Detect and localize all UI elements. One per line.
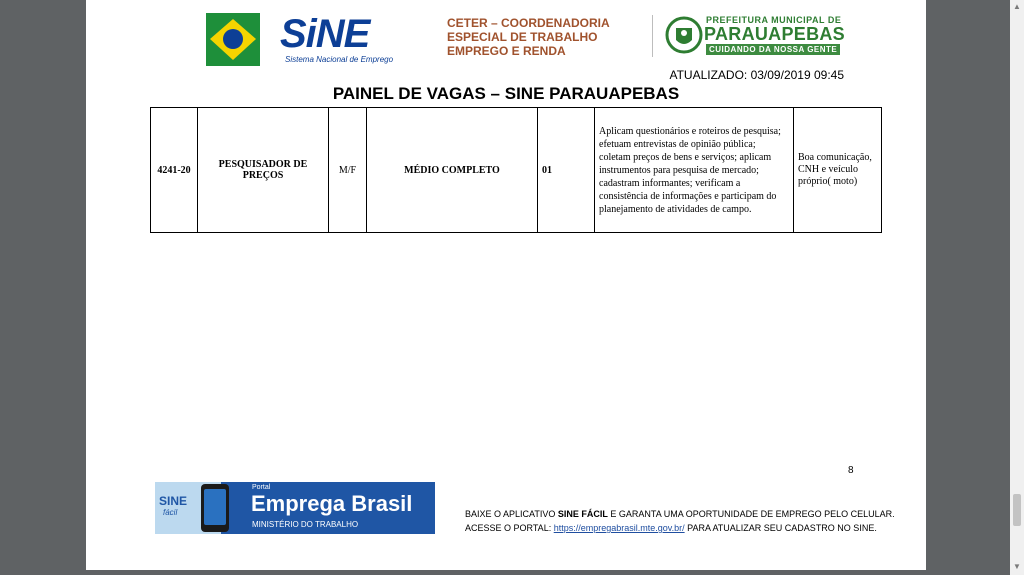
sine-facil-logo xyxy=(155,482,221,534)
portal-label: Portal xyxy=(252,484,271,491)
ceter-block xyxy=(447,16,610,58)
brazil-flag-logo xyxy=(206,13,260,66)
scroll-down-icon[interactable]: ▼ xyxy=(1013,562,1021,571)
ceter-line-3: EMPREGO E RENDA xyxy=(447,44,566,58)
sine-facil-text: SINE xyxy=(159,494,188,508)
gender-cell: M/F xyxy=(329,108,367,233)
prefeitura-name: PARAUAPEBAS xyxy=(704,24,845,44)
sine-logo-text: SiNE xyxy=(280,12,370,56)
page-title: PAINEL DE VAGAS – SINE PARAUAPEBAS xyxy=(332,84,680,103)
ceter-line-2: ESPECIAL DE TRABALHO xyxy=(447,30,598,44)
cbo-code-cell: 4241-20 xyxy=(151,108,198,233)
portal-link[interactable]: https://empregabrasil.mte.gov.br/ xyxy=(553,523,685,533)
quantity-cell: 01 xyxy=(538,108,595,233)
footer-text xyxy=(465,507,895,535)
education-cell: MÉDIO COMPLETO xyxy=(367,108,538,233)
table-row xyxy=(151,108,882,233)
footer-line-2: ACESSE O PORTAL: https://empregabrasil.mte.gov.br/ PARA ATUALIZAR SEU CADASTRO NO SINE. xyxy=(465,523,877,533)
scrollbar-thumb[interactable] xyxy=(1013,494,1021,526)
document-page xyxy=(86,0,926,570)
emprega-brasil-banner xyxy=(155,482,435,534)
emprega-brasil-logo xyxy=(221,482,435,534)
prefeitura-label: PREFEITURA MUNICIPAL DE xyxy=(706,15,842,25)
footer-line-1: BAIXE O APLICATIVO SINE FÁCIL E GARANTA UMA OPORTUNIDADE DE EMPREGO PELO CELULAR. xyxy=(465,509,895,519)
updated-timestamp: ATUALIZADO: 03/09/2019 09:45 xyxy=(669,68,844,82)
ceter-line-1: CETER – COORDENADORIA xyxy=(447,16,610,30)
vacancy-table xyxy=(150,107,882,233)
ministry-label: MINISTÉRIO DO TRABALHO xyxy=(252,520,359,529)
scroll-up-icon[interactable]: ▲ xyxy=(1013,2,1021,11)
description-cell: Aplicam questionários e roteiros de pesquisa; efetuam entrevistas de opinião pública; coletam preços de bens e serviços; aplicam instrumentos para pesquisa de mercado; cadastram informantes; verificam a consistência de informações e participam do planejamento de atividades de campo. xyxy=(595,108,794,233)
sine-logo-subtitle: Sistema Nacional de Emprego xyxy=(285,55,394,64)
job-title-cell: PESQUISADOR DE PREÇOS xyxy=(198,108,329,233)
phone-icon xyxy=(201,484,229,532)
header-divider xyxy=(652,15,653,57)
sine-facil-subtext: fácil xyxy=(163,508,178,517)
requirements-cell: Boa comunicação, CNH e veículo próprio( moto) xyxy=(794,108,882,233)
municipal-seal-icon xyxy=(664,14,704,56)
page-number: 8 xyxy=(848,465,854,476)
emprega-brasil-title: Emprega Brasil xyxy=(251,491,413,516)
prefeitura-slogan: CUIDANDO DA NOSSA GENTE xyxy=(706,44,840,55)
vertical-scrollbar[interactable] xyxy=(1010,0,1024,575)
